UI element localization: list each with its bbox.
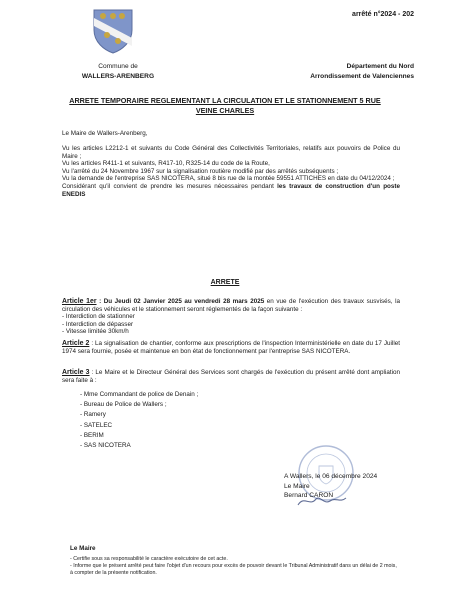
article-1-text: en vue de l'exécution des travaux susvisés, la circulation des véhicules et le stationnement seront réglementés de la façon suivante : [62,298,400,313]
article-3-text: : Le Maire et le Directeur Général des Services sont chargés de l'exécution du présent arrêté dont ampliation sera faite à : [62,369,400,384]
considering-paragraph [62,183,400,198]
footer-line: - Certifie sous sa responsabilité le caractère exécutoire de cet acte. [70,556,228,562]
article-2-paragraph [62,340,400,355]
article-2 [62,340,400,355]
article-3-label: Article 3 [62,369,90,376]
recipient-item: - SATELEC [80,421,198,431]
considerant-2: Vu les articles R411-1 et suivants, R417-10, R325-14 du code de la Route, [62,160,270,168]
signature-place-date: A Wallers, le 06 décembre 2024 [284,473,378,480]
considerant-3: Vu l'arrêté du 24 Novembre 1967 sur la signalisation routière modifié par des arrêtés subséquents ; [62,167,339,175]
article-1 [62,298,400,336]
arrondissement-name: Arrondissement de Valenciennes [310,72,414,80]
handwritten-signature [296,493,348,509]
article-1-measures [62,313,400,336]
recipient-item: - Mme Commandant de police de Denain ; [80,390,198,400]
considerants-block [62,145,400,198]
article-3-paragraph [62,369,400,384]
document-title: ARRETE TEMPORAIRE REGLEMENTANT LA CIRCULATION ET LE STATIONNEMENT 5 RUE VEINE CHARLES [69,96,381,115]
considerant-4: Vu la demande de l'entreprise SAS NICOTERA, situé 8 bis rue de la montée 59551 ATTICHES en date du 04/12/2024 ; [62,175,395,183]
measure-item: - Interdiction de dépasser [62,320,134,328]
recipients-list [80,390,198,451]
section-title-arrete: ARRETE [210,279,240,286]
measure-item: - Interdiction de stationner [62,313,135,321]
commune-crest-logo [92,8,134,54]
considering-bold: les travaux de construction d'un poste ENEDIS [62,182,400,198]
signature-role: Le Maire [284,482,310,490]
commune-name: WALLERS-ARENBERG [81,72,155,80]
signature-name: Bernard CARON [284,492,334,500]
article-3 [62,369,400,384]
department-block [214,62,414,81]
commune-block [58,62,178,81]
considerant-1: Vu les articles L2212-1 et suivants du Code Général des Collectivités Territoriales, relatifs aux pouvoirs de Police du Maire ; [62,145,400,160]
considering-lead: Considérant qu'il convient de prendre les mesures nécessaires pendant [62,182,278,190]
article-2-text: : La signalisation de chantier, conforme aux prescriptions de l'inspection Interministérielle en date du 17 Juillet 1974 sera fournie, posée et maintenue en bon état de fonctionnement par l'entreprise SAS NICOTERA. [62,340,400,355]
footer-line: - Informe que le présent arrêté peut faire l'objet d'un recours pour excès de pouvoir devant le Tribunal Administratif dans un délai de 2 mois, à compter de la présente notification. [70,562,397,576]
commune-label: Commune de [98,63,138,70]
department-name: Département du Nord [346,63,414,70]
arrete-number: arrêté n°2024 - 202 [352,11,414,18]
maire-intro: Le Maire de Wallers-Arenberg, [62,130,148,137]
article-2-label: Article 2 [62,340,90,347]
article-1-paragraph [62,298,400,313]
recipient-item: - Ramery [80,410,198,420]
article-1-label: Article 1er [62,298,97,305]
recipient-item: - SAS NICOTERA [80,441,198,451]
measure-item: - Vitesse limitée 30km/h [62,328,129,336]
recipient-item: - Bureau de Police de Wallers ; [80,400,198,410]
footer-notes [70,556,400,577]
footer-title: Le Maire [70,545,96,552]
article-1-dates: : Du Jeudi 02 Janvier 2025 au vendredi 28 mars 2025 [96,298,265,305]
recipient-item: - BERIM [80,431,198,441]
